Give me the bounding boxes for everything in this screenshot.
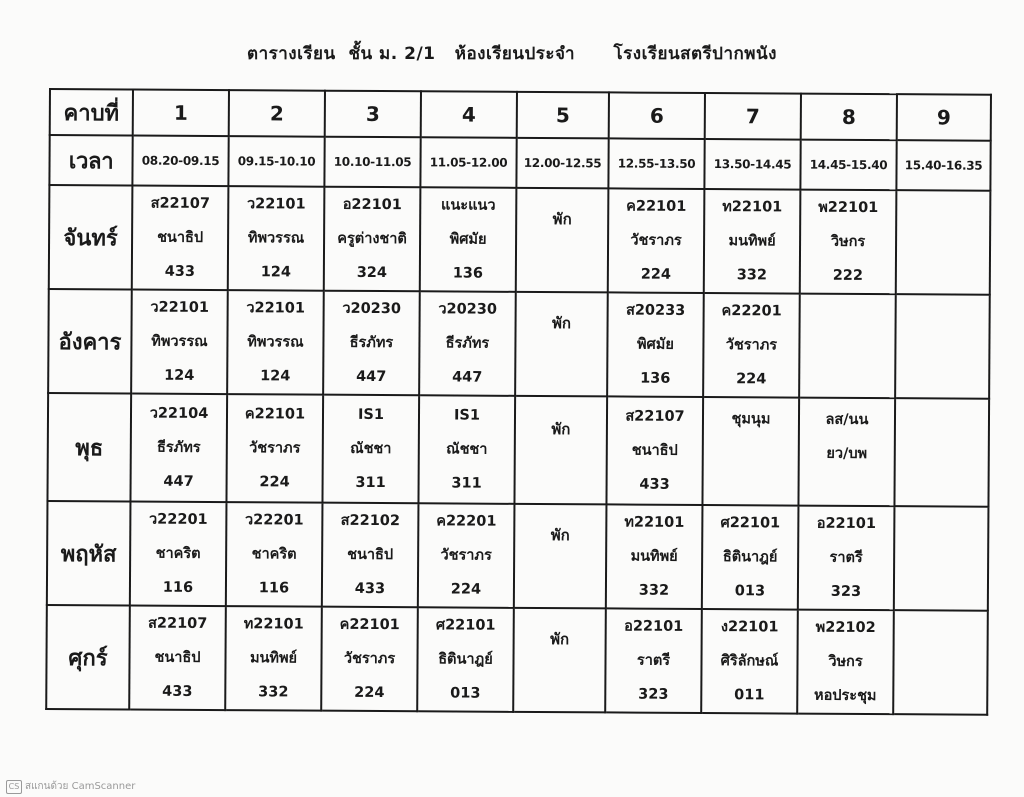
subject-code: ว20230	[438, 301, 497, 318]
break-label: พัก	[551, 420, 571, 439]
room-number: 224	[354, 684, 385, 702]
class-cell	[418, 395, 515, 504]
class-cell	[132, 186, 229, 291]
time-range: 08.20-09.15	[132, 136, 228, 187]
teacher-name: วัชราภร	[630, 232, 682, 249]
day-row	[47, 501, 989, 611]
teacher-name: มนทิพย์	[630, 548, 678, 565]
subject-code: ว22101	[246, 196, 306, 213]
period-number: 2	[229, 90, 325, 137]
class-cell	[798, 506, 895, 611]
class-cell	[417, 607, 514, 712]
empty-cell	[893, 610, 988, 715]
day-name: อังคาร	[48, 289, 132, 394]
room-number: 124	[260, 264, 292, 281]
class-cell	[322, 503, 419, 608]
subject-code: ศ22101	[720, 515, 781, 532]
subject-code: อ22101	[816, 515, 876, 533]
room-number: 433	[164, 263, 196, 280]
room-number: 124	[164, 367, 195, 384]
teacher-name: ชนาธิป	[154, 649, 201, 666]
time-range: 14.45-15.40	[800, 140, 896, 191]
teacher-name: พิศมัย	[449, 231, 487, 248]
time-range: 15.40-16.35	[896, 140, 990, 191]
period-number: 8	[801, 94, 897, 141]
day-name: จันทร์	[49, 185, 133, 290]
subject-code: ค22101	[626, 198, 687, 215]
teacher-name: ชนาธิป	[347, 546, 394, 564]
subject-code: ส22102	[340, 512, 401, 530]
empty-cell	[894, 506, 989, 611]
room-number: 433	[639, 476, 670, 493]
camscanner-icon: CS	[6, 780, 22, 794]
subject-code: ค22201	[436, 513, 497, 530]
teacher-name: วัชราภร	[725, 337, 778, 354]
room-number: 222	[832, 267, 864, 284]
subject-code: ค22101	[339, 616, 400, 634]
subject-code: ง22101	[720, 619, 779, 636]
class-cell	[418, 503, 515, 608]
teacher-name: ราตรี	[636, 652, 671, 669]
room-number: 124	[260, 368, 291, 385]
teacher-name: มนทิพย์	[728, 233, 776, 250]
class-cell	[130, 502, 227, 607]
subject-code: IS1	[357, 406, 385, 424]
subject-code: อ22101	[342, 196, 402, 214]
subject-code: ว22101	[246, 300, 306, 317]
room-number: 013	[734, 583, 766, 600]
teacher-name: ธีรภัทร	[156, 439, 201, 456]
empty-cell	[896, 190, 991, 295]
room-number: 311	[451, 475, 482, 492]
empty-cell	[799, 294, 896, 399]
day-row	[47, 393, 989, 507]
scanner-watermark	[6, 779, 135, 794]
class-cell	[225, 606, 322, 711]
subject-code: พ22101	[818, 199, 879, 217]
subject-code: ท22101	[243, 616, 304, 633]
watermark-text: สแกนด้วย CamScanner	[25, 781, 136, 792]
class-cell	[607, 292, 704, 397]
teacher-name: ชนาธิป	[631, 442, 678, 459]
time-range: 11.05-12.00	[420, 137, 516, 188]
time-header-row	[49, 135, 990, 191]
class-cell	[701, 609, 798, 714]
time-label: เวลา	[49, 135, 132, 186]
class-cell	[129, 606, 226, 711]
room-number: 332	[638, 582, 670, 599]
teacher-name: วัชราภร	[343, 650, 396, 668]
teacher-name: ราตรี	[829, 549, 863, 566]
teacher-name: วิษกร	[830, 233, 866, 250]
room-number: 324	[356, 264, 388, 282]
subject-code: ชุมนุม	[731, 411, 771, 428]
class-cell	[228, 186, 325, 291]
teacher-name: ธิตินาฎย์	[722, 549, 778, 566]
period-number: 9	[897, 94, 991, 141]
break-label: พัก	[552, 314, 572, 333]
subject-code: ท22101	[722, 199, 783, 216]
class-cell	[514, 504, 607, 609]
class-cell	[131, 290, 228, 395]
break-label: พัก	[550, 630, 570, 649]
class-cell	[226, 502, 323, 607]
page-title: ตารางเรียน ชั้น ม. 2/1 ห้องเรียนประจำ โรงเรียนสตรีปากพนัง	[247, 44, 777, 64]
class-cell	[606, 396, 703, 505]
room-number: 116	[162, 579, 194, 596]
empty-cell	[895, 294, 990, 399]
timetable-body	[46, 89, 991, 715]
class-cell	[516, 188, 609, 293]
class-cell	[702, 397, 799, 506]
teacher-name: ณัชชา	[350, 440, 392, 458]
class-cell	[514, 396, 607, 505]
class-cell	[515, 292, 608, 397]
room-number: 433	[162, 683, 193, 700]
class-cell	[226, 394, 323, 503]
class-cell	[419, 291, 516, 396]
room-number: 224	[736, 371, 767, 388]
subject-code: ค22101	[244, 406, 306, 423]
room-number: 447	[356, 368, 387, 386]
subject-code: ว22101	[150, 299, 210, 316]
subject-code: IS1	[453, 407, 481, 424]
period-number: 3	[325, 91, 421, 138]
time-range: 10.10-11.05	[324, 137, 420, 188]
class-cell	[227, 290, 324, 395]
subject-code: ว22201	[245, 512, 304, 529]
subject-code: ส22107	[625, 408, 685, 425]
teacher-name: ธีรภัทร	[349, 334, 394, 352]
room-number: หอประชุม	[814, 687, 877, 705]
class-cell	[797, 610, 894, 715]
class-cell	[420, 187, 517, 292]
room-number: 311	[355, 474, 386, 492]
day-name: พฤหัส	[47, 501, 131, 606]
day-row	[46, 605, 988, 715]
teacher-name: ชาคริต	[155, 545, 201, 562]
time-range: 12.55-13.50	[608, 138, 704, 189]
time-range: 13.50-14.45	[704, 139, 800, 190]
break-label: พัก	[552, 210, 572, 229]
room-number: 332	[258, 684, 289, 701]
teacher-name: มนทิพย์	[249, 650, 298, 667]
period-number: 5	[517, 92, 609, 139]
time-range: 09.15-10.10	[228, 136, 324, 187]
class-cell	[322, 395, 419, 504]
period-number: 1	[133, 90, 229, 137]
room-number: 013	[450, 685, 481, 702]
subject-code: พ22102	[815, 619, 876, 637]
break-label: พัก	[550, 526, 570, 545]
subject-code: ค22201	[721, 303, 782, 320]
day-name: ศุกร์	[46, 605, 130, 710]
room-number: 447	[452, 369, 483, 386]
room-number: 224	[259, 474, 290, 491]
teacher-name: ยว/บพ	[826, 445, 868, 463]
teacher-name: ศิริลักษณ์	[720, 653, 779, 670]
room-number: 224	[640, 266, 672, 283]
teacher-name: ทิพวรรณ	[151, 333, 208, 350]
class-cell	[606, 504, 703, 609]
subject-code: ท22101	[624, 514, 685, 531]
room-number: 332	[736, 267, 768, 284]
subject-code: ส22107	[148, 615, 208, 632]
teacher-name: วิษกร	[828, 653, 863, 670]
class-cell	[130, 394, 227, 503]
timetable	[45, 88, 992, 716]
teacher-name: ธิตินาฎย์	[438, 651, 493, 668]
subject-code: ว22104	[149, 405, 209, 422]
time-range: 12.00-12.55	[516, 138, 608, 189]
room-number: 011	[734, 687, 765, 704]
room-number: 323	[830, 583, 862, 600]
day-row	[49, 185, 991, 295]
class-cell	[703, 293, 800, 398]
period-number: 7	[705, 93, 801, 140]
room-number: 433	[354, 580, 386, 598]
subject-code: อ22101	[624, 618, 684, 635]
class-cell	[605, 608, 702, 713]
subject-code: ส20233	[625, 302, 686, 319]
room-number: 116	[258, 580, 290, 597]
room-number: 136	[640, 370, 671, 387]
room-number: 136	[452, 265, 484, 282]
day-name: พุธ	[47, 393, 131, 502]
period-header-row	[50, 89, 991, 141]
empty-cell	[894, 398, 989, 507]
subject-code: ว22201	[149, 511, 208, 528]
class-cell	[798, 398, 895, 507]
subject-code: ว20230	[342, 300, 402, 318]
room-number: 323	[638, 686, 669, 703]
period-number: 4	[421, 91, 517, 138]
room-number: 224	[450, 581, 482, 598]
class-cell	[321, 607, 418, 712]
class-cell	[704, 189, 801, 294]
class-cell	[324, 187, 421, 292]
teacher-name: พิศมัย	[636, 336, 674, 353]
teacher-name: ชนาธิป	[157, 229, 204, 246]
room-number: 447	[163, 473, 194, 490]
teacher-name: ครูต่างชาติ	[337, 230, 407, 248]
class-cell	[702, 505, 799, 610]
teacher-name: ณัชชา	[446, 441, 488, 458]
teacher-name: วัชราภร	[249, 440, 301, 457]
subject-code: ศ22101	[435, 617, 496, 634]
period-number: 6	[609, 92, 705, 139]
class-cell	[800, 190, 897, 295]
subject-code: ส22107	[150, 195, 210, 212]
teacher-name: ธีรภัทร	[445, 335, 490, 352]
teacher-name: ทิพวรรณ	[247, 334, 304, 351]
class-cell	[608, 188, 705, 293]
subject-code: ลส/นน	[825, 411, 869, 429]
class-cell	[513, 608, 606, 713]
class-cell	[323, 291, 420, 396]
period-label: คาบที่	[50, 89, 133, 136]
teacher-name: ทิพวรรณ	[247, 230, 305, 247]
teacher-name: วัชราภร	[440, 547, 492, 564]
day-row	[48, 289, 990, 399]
subject-code: แนะแนว	[441, 197, 496, 214]
teacher-name: ชาคริต	[251, 546, 297, 563]
